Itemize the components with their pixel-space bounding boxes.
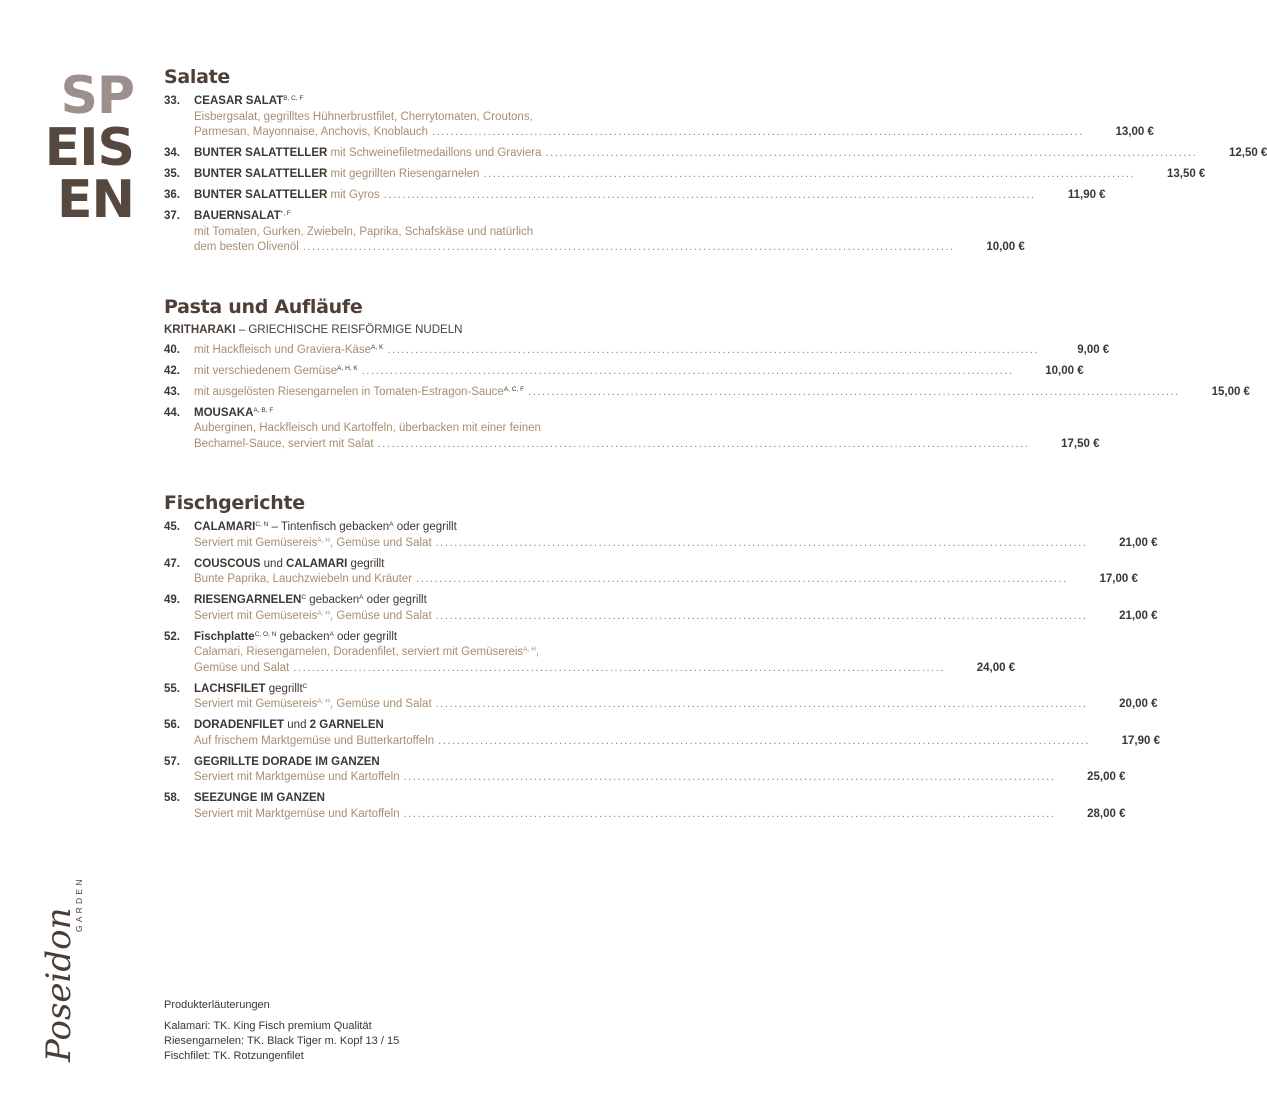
menu-item bbox=[164, 94, 1154, 141]
item-body bbox=[194, 209, 1025, 256]
menu-item bbox=[164, 406, 1100, 453]
menu-item bbox=[164, 520, 1158, 551]
menu-item bbox=[164, 146, 1267, 162]
speisen-title bbox=[22, 66, 134, 230]
item-price: 15,00 € bbox=[1211, 385, 1250, 398]
menu-item bbox=[164, 791, 1126, 822]
item-line bbox=[194, 697, 1158, 713]
item-number: 43. bbox=[164, 385, 180, 398]
item-price: 10,00 € bbox=[1045, 364, 1084, 377]
item-body bbox=[194, 682, 1158, 713]
leader-dots: ............................................................................................................................................ bbox=[403, 807, 1056, 820]
item-name: BUNTER SALATTELLER bbox=[194, 147, 328, 159]
item-price: 28,00 € bbox=[1087, 807, 1126, 820]
item-number: 55. bbox=[164, 682, 180, 695]
leader-dots: ............................................................................................................................................ bbox=[387, 343, 1040, 356]
menu-item bbox=[164, 630, 1016, 677]
allergen-superscript: C bbox=[302, 682, 308, 690]
item-body bbox=[194, 364, 1084, 380]
menu-item bbox=[164, 557, 1138, 588]
menu-item bbox=[164, 755, 1126, 786]
item-text bbox=[194, 385, 524, 401]
allergen-superscript: A, K bbox=[371, 343, 384, 351]
item-price: 9,00 € bbox=[1077, 343, 1110, 356]
item-line bbox=[194, 167, 1206, 183]
item-number: 42. bbox=[164, 364, 180, 377]
menu-section bbox=[164, 295, 1250, 453]
item-body bbox=[194, 94, 1154, 141]
item-body bbox=[194, 755, 1126, 786]
item-name: GEGRILLTE DORADE IM GANZEN bbox=[194, 755, 380, 768]
item-line bbox=[194, 807, 1126, 823]
item-description: mit Hackfleisch und Graviera-Käse bbox=[194, 343, 372, 356]
speisen-line-2: EIS bbox=[44, 118, 134, 178]
item-price: 17,90 € bbox=[1121, 734, 1160, 747]
allergen-superscript: C bbox=[301, 594, 307, 601]
item-line bbox=[194, 240, 1025, 256]
item-number: 45. bbox=[164, 521, 180, 533]
item-heading: COUSCOUS und CALAMARI gegrillt bbox=[194, 557, 385, 570]
item-number: 56. bbox=[164, 719, 180, 731]
item-price: 24,00 € bbox=[976, 661, 1016, 674]
item-text bbox=[194, 364, 358, 380]
item-body bbox=[194, 188, 1106, 204]
item-description: Serviert mit Gemüsereis$^{A, H}$, Gemüse und Salat bbox=[194, 536, 432, 549]
item-text bbox=[194, 146, 541, 162]
item-name: BAUERNSALAT bbox=[194, 210, 281, 222]
allergen-superscript: B, C, F bbox=[283, 95, 304, 102]
poseidon-garden-logo bbox=[30, 862, 86, 1062]
item-number: 58. bbox=[164, 792, 180, 804]
allergen-superscript: A, B, F bbox=[253, 406, 274, 414]
item-description: Eisbergsalat, gegrilltes Hühnerbrustfilet, Cherrytomaten, Croutons, bbox=[194, 110, 533, 123]
menu-item bbox=[164, 167, 1206, 183]
item-description: mit gegrillten Riesengarnelen bbox=[327, 168, 480, 180]
item-description: Serviert mit Marktgemüse und Kartoffeln bbox=[194, 807, 400, 820]
item-body bbox=[194, 385, 1250, 401]
item-number: 47. bbox=[164, 557, 180, 570]
leader-dots: ............................................................................................................................................ bbox=[483, 168, 1136, 180]
item-description: mit Tomaten, Gurken, Zwiebeln, Paprika, Schafskäse und natürlich bbox=[194, 225, 534, 238]
item-heading bbox=[194, 406, 648, 422]
item-line bbox=[194, 125, 1154, 141]
item-name: Fischplatte bbox=[194, 630, 255, 643]
item-price: 10,00 € bbox=[986, 241, 1025, 253]
item-description: dem besten Olivenöl bbox=[194, 241, 299, 253]
allergen-superscript: A, H, K bbox=[337, 364, 358, 372]
item-number: 49. bbox=[164, 594, 180, 606]
item-description: Parmesan, Mayonnaise, Anchovis, Knoblauch bbox=[194, 126, 428, 138]
item-body bbox=[194, 520, 1158, 551]
item-number: 34. bbox=[164, 147, 180, 159]
item-body bbox=[194, 718, 1160, 749]
item-description: Calamari, Riesengarnelen, Doradenfilet, serviert mit Gemüsereis$^{A, H}$, bbox=[194, 646, 540, 658]
item-name: MOUSAKA bbox=[194, 406, 254, 419]
item-name: BUNTER SALATTELLER bbox=[194, 168, 328, 180]
leader-dots: ............................................................................................................................................ bbox=[435, 536, 1088, 549]
product-notes bbox=[164, 998, 399, 1064]
item-price: 17,50 € bbox=[1061, 437, 1100, 450]
menu-item bbox=[164, 364, 1084, 380]
item-price: 20,00 € bbox=[1119, 698, 1158, 710]
item-description: Auf frischem Marktgemüse und Butterkartoffeln bbox=[194, 734, 435, 747]
leader-dots: ............................................................................................................................................ bbox=[545, 147, 1198, 159]
item-text bbox=[194, 343, 383, 359]
item-name: CEASAR SALAT bbox=[194, 95, 284, 107]
item-line bbox=[194, 609, 1158, 625]
item-line bbox=[194, 343, 1110, 359]
section-title: Pasta und Aufläufe bbox=[164, 295, 363, 318]
leader-dots: ............................................................................................................................................ bbox=[435, 609, 1088, 622]
item-text bbox=[194, 188, 380, 204]
item-line bbox=[194, 536, 1158, 552]
item-number: 52. bbox=[164, 630, 180, 643]
item-line bbox=[194, 661, 1016, 677]
allergen-superscript: A, H bbox=[523, 646, 536, 653]
logo-word: GARDEN bbox=[74, 876, 84, 932]
menu-item bbox=[164, 209, 1025, 256]
item-line bbox=[194, 385, 1250, 401]
leader-dots: ............................................................................................................................................ bbox=[377, 437, 1030, 450]
logo-script: Poseidon bbox=[39, 907, 79, 1062]
item-body bbox=[194, 630, 1016, 677]
item-heading bbox=[194, 94, 648, 110]
notes-line: Kalamari: TK. King Fisch premium Qualität bbox=[164, 1020, 372, 1032]
item-body bbox=[194, 557, 1138, 588]
item-description: Auberginen, Hackfleisch und Kartoffeln, überbacken mit einer feinen bbox=[194, 422, 541, 434]
leader-dots: ............................................................................................................................................ bbox=[403, 771, 1056, 783]
item-line bbox=[194, 188, 1106, 204]
allergen-superscript: *, F bbox=[280, 210, 291, 217]
item-name: RIESENGARNELEN bbox=[194, 594, 302, 606]
item-price: 13,50 € bbox=[1166, 168, 1206, 180]
item-description: Gemüse und Salat bbox=[194, 661, 290, 674]
leader-dots: ............................................................................................................................................ bbox=[435, 698, 1088, 710]
notes-line: Riesengarnelen: TK. Black Tiger m. Kopf 13 / 15 bbox=[164, 1035, 400, 1047]
menu-section bbox=[164, 66, 1267, 256]
leader-dots: ............................................................................................................................................ bbox=[302, 241, 955, 253]
item-price: 12,50 € bbox=[1228, 147, 1267, 159]
item-heading: Fischplatte$^{C, O, N}$ gebacken$^A$ oder gegrillt bbox=[194, 630, 398, 643]
notes-line: Fischfilet: TK. Rotzungenfilet bbox=[164, 1050, 304, 1062]
allergen-superscript: A, C, F bbox=[503, 385, 525, 393]
item-heading bbox=[194, 791, 648, 807]
speisen-line-3: EN bbox=[56, 170, 134, 230]
item-description: Serviert mit Gemüsereis$^{A, H}$, Gemüse und Salat bbox=[194, 698, 432, 710]
menu-item bbox=[164, 188, 1106, 204]
item-name: COUSCOUS bbox=[194, 557, 261, 570]
menu-content bbox=[164, 66, 1267, 862]
item-number: 35. bbox=[164, 168, 180, 180]
item-heading bbox=[194, 209, 648, 225]
section-subtitle: KRITHARAKI – GRIECHISCHE REISFÖRMIGE NUDELN bbox=[164, 323, 463, 336]
item-price: 21,00 € bbox=[1119, 536, 1158, 549]
item-line bbox=[194, 364, 1084, 380]
item-heading: $RIESENGARNELEN^C$ gebacken$^A$ oder gegrillt bbox=[194, 594, 427, 606]
leader-dots: ............................................................................................................................................ bbox=[361, 364, 1014, 377]
leader-dots: ............................................................................................................................................ bbox=[528, 385, 1180, 398]
item-description: Serviert mit Marktgemüse und Kartoffeln bbox=[194, 771, 400, 783]
allergen-superscript: C, O, N bbox=[254, 630, 277, 638]
item-body bbox=[194, 791, 1126, 822]
notes-heading: Produkterläuterungen bbox=[164, 999, 270, 1011]
item-heading: $CALAMARI^{C, N}$ – Tintenfisch gebacken$^A$ oder gegrillt bbox=[194, 521, 457, 533]
menu-item bbox=[164, 718, 1160, 749]
item-heading: LACHSFILET gegrillt$^C$ bbox=[194, 682, 308, 695]
leader-dots: ............................................................................................................................................ bbox=[416, 573, 1068, 585]
item-description: Bechamel-Sauce, serviert mit Salat bbox=[194, 437, 374, 450]
section-title: Salate bbox=[164, 66, 231, 88]
leader-dots: ............................................................................................................................................ bbox=[438, 734, 1090, 747]
item-name: SEEZUNGE IM GANZEN bbox=[194, 792, 325, 804]
item-body bbox=[194, 146, 1267, 162]
item-name: CALAMARI bbox=[194, 521, 256, 533]
item-number: 40. bbox=[164, 343, 180, 356]
item-line bbox=[194, 146, 1267, 162]
item-line bbox=[194, 770, 1126, 786]
menu-item bbox=[164, 385, 1250, 401]
item-price: 13,00 € bbox=[1115, 126, 1154, 138]
item-line bbox=[194, 437, 1100, 453]
item-description: Bunte Paprika, Lauchzwiebeln und Kräuter bbox=[194, 573, 413, 585]
menu-item bbox=[164, 682, 1158, 713]
allergen-superscript: C, N bbox=[255, 521, 269, 528]
allergen-superscript: A, H bbox=[317, 698, 330, 705]
speisen-line-1: SP bbox=[60, 66, 134, 126]
item-heading: DORADENFILET und 2 GARNELEN bbox=[194, 719, 384, 731]
menu-section bbox=[164, 492, 1160, 822]
item-text bbox=[194, 167, 479, 183]
item-description: mit ausgelösten Riesengarnelen in Tomaten-Estragon-Sauce bbox=[194, 385, 504, 398]
leader-dots: ............................................................................................................................................ bbox=[293, 661, 946, 674]
item-price: 17,00 € bbox=[1099, 573, 1138, 585]
leader-dots: ............................................................................................................................................ bbox=[431, 126, 1084, 138]
item-number: 36. bbox=[164, 189, 180, 201]
item-number: 44. bbox=[164, 406, 180, 419]
item-price: 21,00 € bbox=[1119, 609, 1158, 622]
item-number: 37. bbox=[164, 210, 180, 222]
item-body bbox=[194, 406, 1100, 453]
allergen-superscript: A bbox=[359, 594, 364, 601]
item-body bbox=[194, 167, 1206, 183]
menu-item bbox=[164, 593, 1158, 624]
allergen-superscript: A, H bbox=[317, 536, 330, 544]
allergen-superscript: A bbox=[329, 630, 334, 638]
item-line bbox=[194, 734, 1160, 750]
menu-item bbox=[164, 343, 1110, 359]
item-description: mit Gyros bbox=[327, 189, 380, 201]
item-number: 57. bbox=[164, 755, 180, 768]
allergen-superscript: A bbox=[389, 521, 394, 528]
leader-dots: ............................................................................................................................................ bbox=[383, 189, 1036, 201]
item-description: mit Schweinefiletmedaillons und Graviera bbox=[327, 147, 542, 159]
item-name: LACHSFILET bbox=[194, 682, 266, 695]
item-description: mit verschiedenem Gemüse bbox=[194, 364, 338, 377]
item-number: 33. bbox=[164, 95, 180, 107]
section-title: Fischgerichte bbox=[164, 492, 305, 514]
item-body bbox=[194, 343, 1110, 359]
item-line bbox=[194, 572, 1138, 588]
item-name: BUNTER SALATTELLER bbox=[194, 189, 328, 201]
item-body bbox=[194, 593, 1158, 624]
item-price: 25,00 € bbox=[1087, 771, 1126, 783]
item-name: DORADENFILET bbox=[194, 719, 285, 731]
item-description: Serviert mit Gemüsereis$^{A, H}$, Gemüse und Salat bbox=[194, 609, 432, 622]
item-heading bbox=[194, 755, 648, 771]
item-price: 11,90 € bbox=[1067, 189, 1106, 201]
allergen-superscript: A, H bbox=[317, 609, 330, 617]
